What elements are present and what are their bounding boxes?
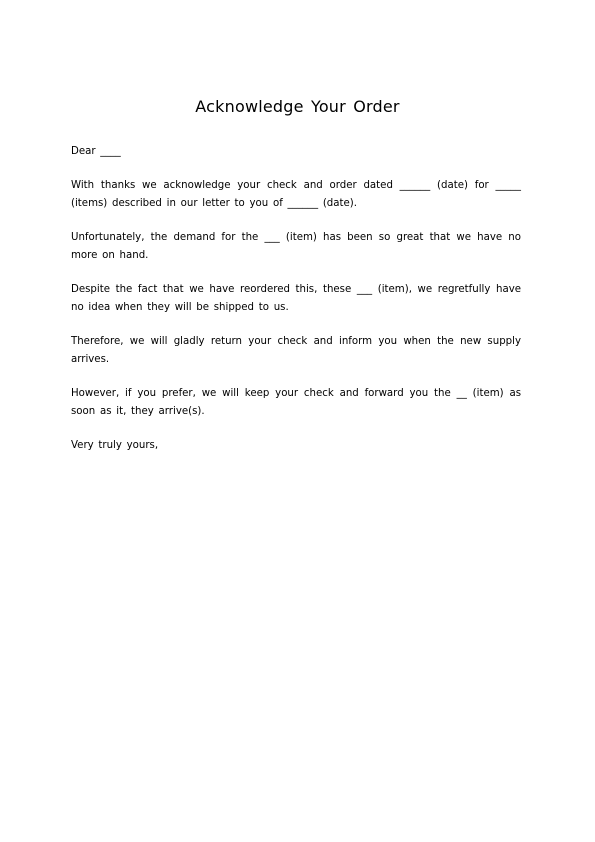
paragraph-demand: Unfortunately, the demand for the ___ (item) has been so great that we have no more on hand.	[71, 232, 521, 261]
letter-body	[71, 143, 521, 471]
closing: Very truly yours,	[71, 440, 159, 451]
salutation: Dear ____	[71, 146, 121, 157]
document-title: Acknowledge Your Order	[195, 97, 400, 116]
paragraph-keep-check: However, if you prefer, we will keep your check and forward you the __ (item) as soon as it, they arrive(s).	[71, 388, 521, 417]
paragraph-acknowledgement: With thanks we acknowledge your check and order dated ______ (date) for _____ (items) described in our letter to you of ______ (date).	[71, 180, 521, 209]
paragraph-return-check: Therefore, we will gladly return your check and inform you when the new supply arrives.	[71, 336, 521, 365]
paragraph-reorder: Despite the fact that we have reordered this, these ___ (item), we regretfully have no idea when they will be shipped to us.	[71, 284, 521, 313]
